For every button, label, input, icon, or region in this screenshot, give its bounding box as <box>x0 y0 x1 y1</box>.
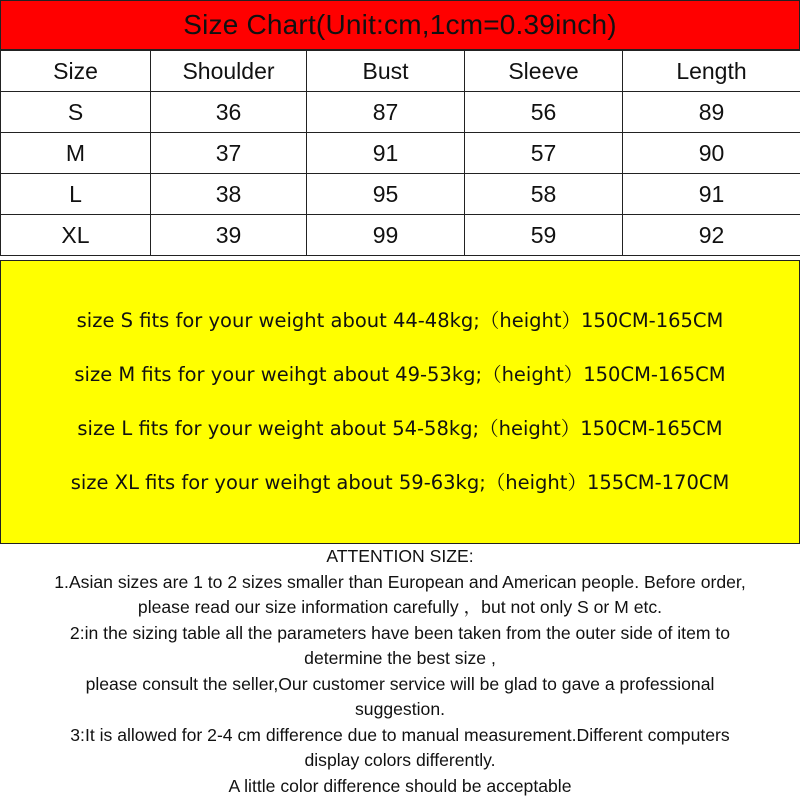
table-cell-shoulder: 37 <box>151 133 307 174</box>
fit-line-size-xl: size XL fits for your weihgt about 59-63kg;（height）155CM-170CM <box>70 471 730 494</box>
table-cell-length: 92 <box>623 215 800 256</box>
table-cell-shoulder: 39 <box>151 215 307 256</box>
table-cell-bust: 87 <box>307 92 465 133</box>
table-cell-length: 91 <box>623 174 800 215</box>
table-cell-bust: 91 <box>307 133 465 174</box>
size-chart-title: Size Chart(Unit:cm,1cm=0.39inch) <box>0 0 800 50</box>
attention-line: determine the best size , <box>304 648 496 668</box>
table-row <box>1 215 800 256</box>
attention-line: suggestion. <box>355 699 445 719</box>
table-cell-sleeve: 56 <box>465 92 623 133</box>
column-header-length: Length <box>623 51 800 92</box>
attention-line: 2:in the sizing table all the parameters have been taken from the outer side of item to <box>69 622 731 643</box>
fit-line-size-s: size S fits for your weight about 44-48kg;（height）150CM-165CM <box>76 309 724 332</box>
table-cell-size: M <box>1 133 151 174</box>
table-row <box>1 174 800 215</box>
column-header-bust: Bust <box>307 51 465 92</box>
table-cell-sleeve: 58 <box>465 174 623 215</box>
attention-line: display colors differently. <box>304 750 496 770</box>
fit-line-size-m: size M fits for your weihgt about 49-53kg;（height）150CM-165CM <box>74 363 726 386</box>
table-cell-shoulder: 38 <box>151 174 307 215</box>
table-cell-size: S <box>1 92 151 133</box>
table-cell-shoulder: 36 <box>151 92 307 133</box>
table-cell-length: 89 <box>623 92 800 133</box>
table-cell-sleeve: 59 <box>465 215 623 256</box>
column-header-sleeve: Sleeve <box>465 51 623 92</box>
table-cell-length: 90 <box>623 133 800 174</box>
fit-line-size-l: size L fits for your weight about 54-58kg;（height）150CM-165CM <box>77 417 723 440</box>
table-cell-size: XL <box>1 215 151 256</box>
attention-line: 3:It is allowed for 2-4 cm difference due to manual measurement.Different computers <box>70 724 730 745</box>
table-row <box>1 133 800 174</box>
table-cell-size: L <box>1 174 151 215</box>
table-header-row <box>1 51 800 92</box>
table-cell-sleeve: 57 <box>465 133 623 174</box>
table-row <box>1 92 800 133</box>
size-table <box>0 50 800 256</box>
column-header-shoulder: Shoulder <box>151 51 307 92</box>
attention-line: 1.Asian sizes are 1 to 2 sizes smaller than European and American people. Before order, <box>54 571 746 592</box>
attention-heading: ATTENTION SIZE: <box>326 546 474 566</box>
attention-notes <box>0 544 800 800</box>
column-header-size: Size <box>1 51 151 92</box>
table-cell-bust: 95 <box>307 174 465 215</box>
attention-line: please read our size information carefully ，but not only S or M etc. <box>137 597 663 617</box>
attention-line: please consult the seller,Our customer service will be glad to gave a professional <box>85 673 715 694</box>
weight-height-fit-panel <box>0 260 800 544</box>
attention-line: A little color difference should be acceptable <box>228 775 572 796</box>
table-cell-bust: 99 <box>307 215 465 256</box>
